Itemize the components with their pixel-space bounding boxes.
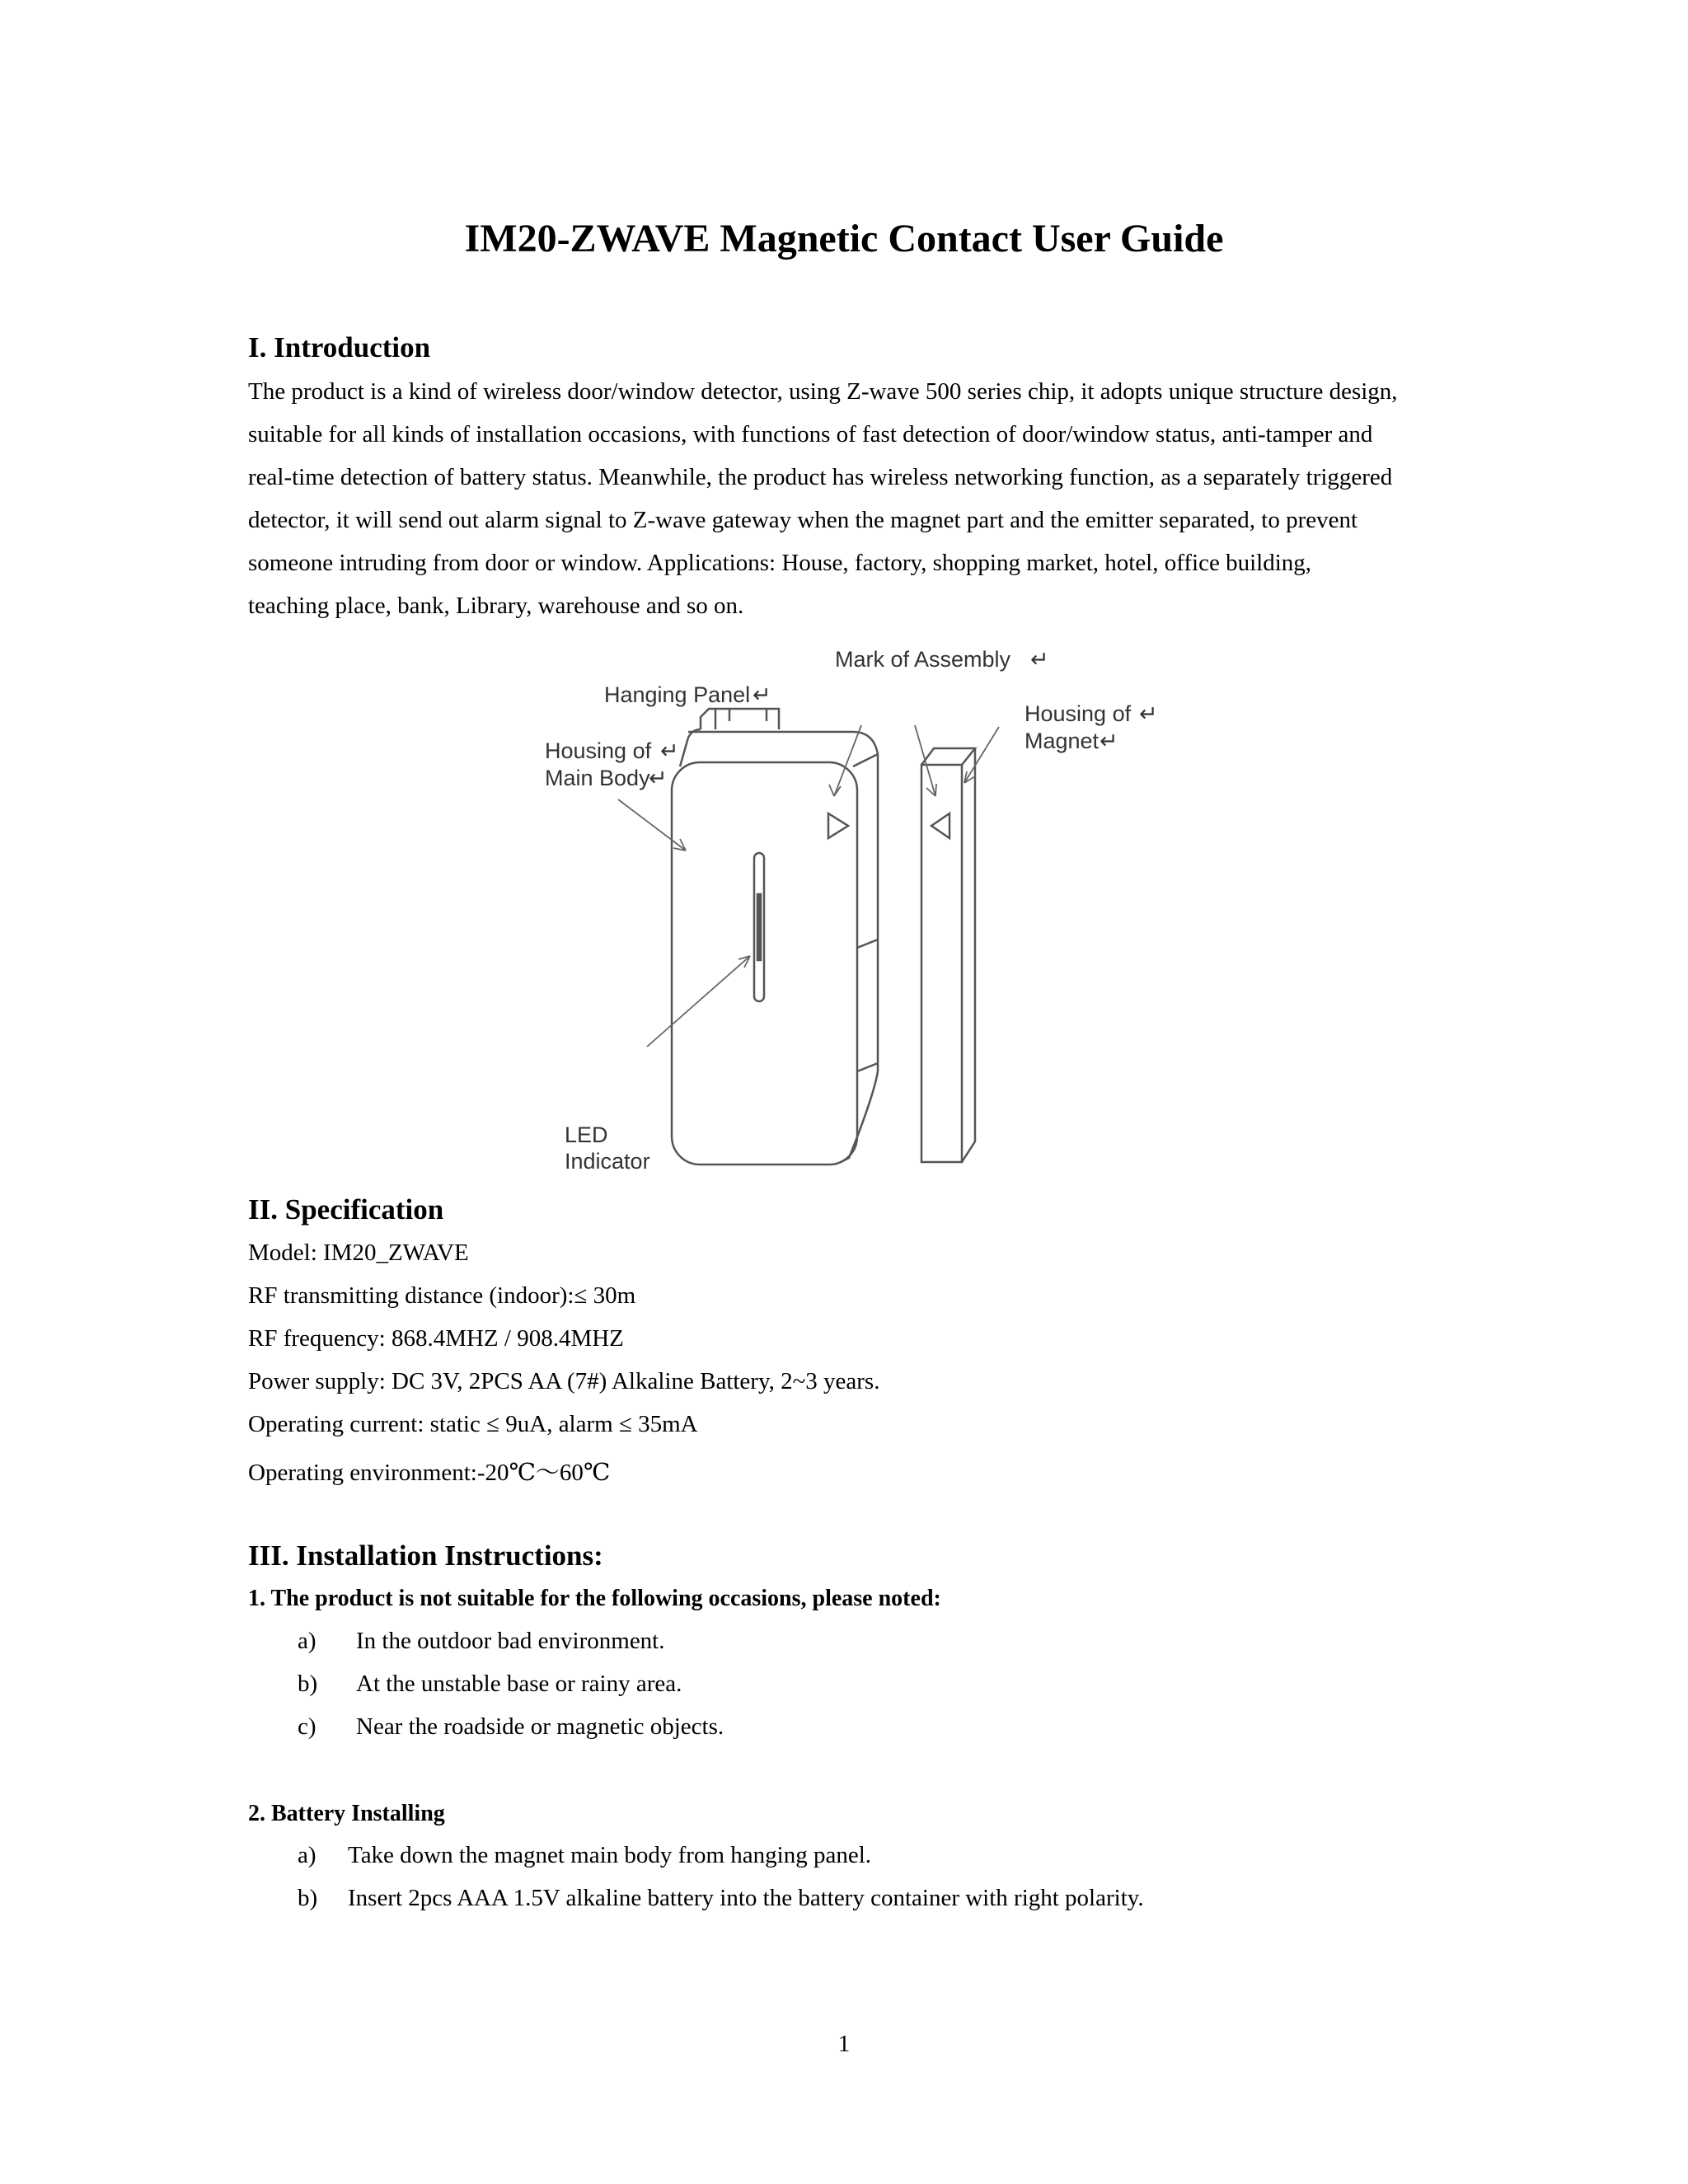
install-section2-heading: 2. Battery Installing bbox=[248, 1801, 445, 1826]
list-marker: b) bbox=[298, 1885, 318, 1911]
intro-line: someone intruding from door or window. Applications: House, factory, shopping market, hotel, office building, bbox=[248, 550, 1312, 576]
install-section1-heading: 1. The product is not suitable for the following occasions, please noted: bbox=[248, 1586, 941, 1611]
assembly-mark-body bbox=[828, 813, 848, 838]
return-mark: ↵ bbox=[1100, 729, 1118, 753]
label-housing-magnet-2: Magnet bbox=[1025, 729, 1100, 753]
hanging-panel-outline bbox=[701, 709, 715, 729]
assembly-mark-magnet bbox=[931, 813, 950, 838]
return-mark: ↵ bbox=[660, 738, 679, 763]
intro-line: teaching place, bank, Library, warehouse and so on. bbox=[248, 593, 744, 619]
spec-line: RF frequency: 868.4MHZ / 908.4MHZ bbox=[248, 1325, 624, 1352]
list-marker: b) bbox=[298, 1671, 318, 1697]
document-title: IM20-ZWAVE Magnetic Contact User Guide bbox=[464, 217, 1224, 260]
install-heading: III. Installation Instructions: bbox=[248, 1540, 603, 1572]
return-mark: ↵ bbox=[1030, 647, 1049, 672]
main-body-back bbox=[688, 732, 878, 1162]
return-mark: ↵ bbox=[649, 766, 668, 790]
product-diagram bbox=[528, 635, 1170, 1179]
list-item-text: In the outdoor bad environment. bbox=[356, 1628, 665, 1654]
return-mark: ↵ bbox=[753, 682, 771, 707]
list-marker: a) bbox=[298, 1628, 316, 1654]
label-housing-main-2: Main Body bbox=[545, 766, 650, 790]
intro-line: suitable for all kinds of installation occasions, with functions of fast detection of door/window status, anti-tamper and bbox=[248, 421, 1373, 448]
list-item-text: Insert 2pcs AAA 1.5V alkaline battery into the battery container with right polarity. bbox=[348, 1885, 1144, 1911]
intro-heading: I. Introduction bbox=[248, 331, 431, 363]
list-marker: c) bbox=[298, 1713, 316, 1740]
intro-line: The product is a kind of wireless door/window detector, using Z-wave 500 series chip, it adopts unique structure design, bbox=[248, 378, 1398, 405]
label-housing-main-1: Housing of bbox=[545, 738, 652, 763]
spec-line: Operating current: static ≤ 9uA, alarm ≤ 35mA bbox=[248, 1411, 698, 1437]
list-item-text: Near the roadside or magnetic objects. bbox=[356, 1713, 724, 1740]
label-hanging-panel: Hanging Panel bbox=[604, 682, 751, 707]
spec-line: Model: IM20_ZWAVE bbox=[248, 1240, 469, 1266]
return-mark: ↵ bbox=[1139, 701, 1158, 726]
magnet-housing bbox=[921, 765, 962, 1162]
list-item-text: Take down the magnet main body from hanging panel. bbox=[348, 1842, 871, 1868]
spec-line: Operating environment:-20℃～60℃ bbox=[248, 1460, 611, 1486]
list-item-text: At the unstable base or rainy area. bbox=[356, 1671, 682, 1697]
spec-line: Power supply: DC 3V, 2PCS AA (7#) Alkaline Battery, 2~3 years. bbox=[248, 1368, 880, 1394]
intro-line: detector, it will send out alarm signal to Z-wave gateway when the magnet part and the emitter separated, to prevent bbox=[248, 507, 1358, 533]
label-housing-magnet-1: Housing of bbox=[1025, 701, 1132, 726]
label-led-1: LED bbox=[565, 1122, 608, 1147]
label-led-2: Indicator bbox=[565, 1149, 650, 1174]
intro-line: real-time detection of battery status. Meanwhile, the product has wireless networking function, as a separately triggered bbox=[248, 464, 1393, 490]
spec-heading: II. Specification bbox=[248, 1193, 444, 1226]
list-marker: a) bbox=[298, 1842, 316, 1868]
label-mark-of-assembly: Mark of Assembly bbox=[835, 647, 1011, 672]
page-number: 1 bbox=[837, 2031, 851, 2057]
spec-line: RF transmitting distance (indoor):≤ 30m bbox=[248, 1282, 636, 1309]
